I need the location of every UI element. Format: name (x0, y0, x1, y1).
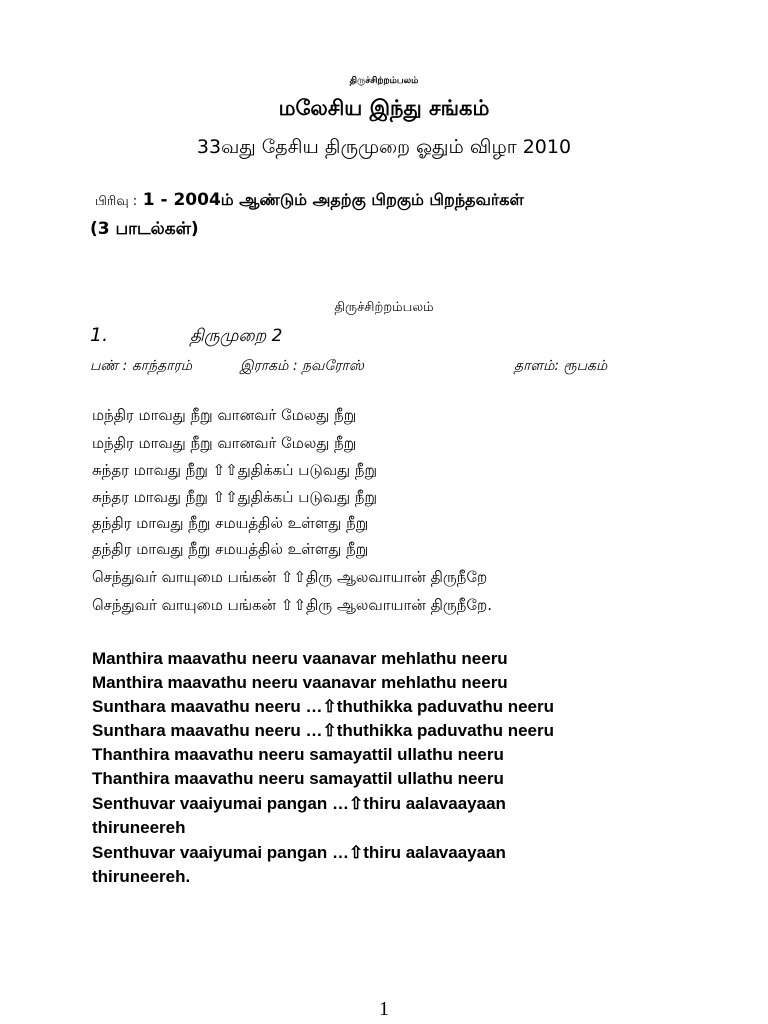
tamil-line: சுந்தர மாவது நீறு ⇧⇧துதிக்கப் படுவது நீறு (92, 488, 378, 506)
song-invocation: திருச்சிற்றம்பலம் (334, 300, 434, 315)
page-number: 1 (379, 998, 389, 1020)
pann-label: பண் : காந்தாரம் (90, 358, 193, 374)
romanized-line: Senthuvar vaaiyumai pangan …⇧thiru aalavaayaan (92, 843, 506, 862)
tamil-line: மந்திர மாவது நீறு வானவர் மேலது நீறு (92, 406, 357, 424)
romanized-line: Manthira maavathu neeru vaanavar mehlathu neeru (92, 649, 508, 668)
category-label: பிரிவு : (95, 194, 138, 209)
romanized-line: Thanthira maavathu neeru samayattil ullathu neeru (92, 769, 504, 788)
category-value: 1 - 2004 (142, 190, 221, 210)
romanized-line: Sunthara maavathu neeru …⇧thuthikka paduvathu neeru (92, 721, 554, 740)
category-text: ம் ஆண்டும் அதற்கு பிறகும் பிறந்தவர்கள் (220, 190, 524, 209)
romanized-line: Senthuvar vaaiyumai pangan …⇧thiru aalavaayaan (92, 794, 506, 813)
raagam-label: இராகம் : நவரோஸ் (240, 358, 364, 374)
tirumurai-label: திருமுறை 2 (190, 326, 283, 346)
romanized-line: thiruneereh (92, 818, 186, 837)
taalam-label: தாளம்: ரூபகம் (514, 358, 608, 374)
romanized-line: Manthira maavathu neeru vaanavar mehlathu neeru (92, 673, 508, 692)
tamil-line: செந்துவர் வாயுமை பங்கன் ⇧⇧திரு ஆலவாயான் திருநீறே (92, 568, 488, 586)
category-line (95, 190, 524, 211)
romanized-line: thiruneereh. (92, 867, 191, 886)
songs-count: (3 பாடல்கள்) (90, 219, 199, 239)
tamil-line: தந்திர மாவது நீறு சமயத்தில் உள்ளது நீறு (92, 514, 369, 532)
tamil-line: செந்துவர் வாயுமை பங்கன் ⇧⇧திரு ஆலவாயான் திருநீறே. (92, 596, 493, 614)
tamil-line: சுந்தர மாவது நீறு ⇧⇧துதிக்கப் படுவது நீறு (92, 461, 378, 479)
header-invocation: திருச்சிற்றம்பலம் (349, 76, 419, 86)
organization-title: மலேசிய இந்து சங்கம் (278, 96, 490, 120)
romanized-line: Sunthara maavathu neeru …⇧thuthikka paduvathu neeru (92, 697, 554, 716)
tamil-line: மந்திர மாவது நீறு வானவர் மேலது நீறு (92, 434, 357, 452)
tamil-line: தந்திர மாவது நீறு சமயத்தில் உள்ளது நீறு (92, 540, 369, 558)
event-title: 33வது தேசிய திருமுறை ஓதும் விழா 2010 (196, 136, 572, 158)
romanized-line: Thanthira maavathu neeru samayattil ullathu neeru (92, 745, 504, 764)
song-number: 1. (90, 324, 109, 346)
